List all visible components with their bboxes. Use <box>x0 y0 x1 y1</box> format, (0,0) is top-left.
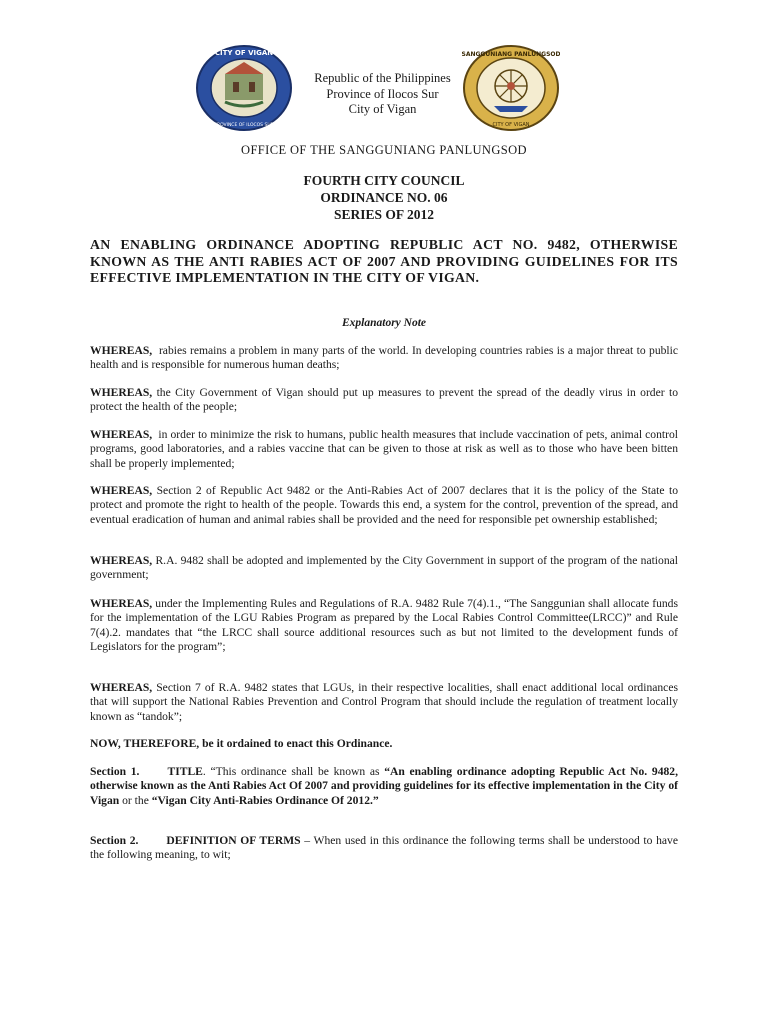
city-of-vigan-seal-icon <box>195 44 293 132</box>
svg-text:PROVINCE OF ILOCOS SUR: PROVINCE OF ILOCOS SUR <box>214 123 274 128</box>
whereas-clause-2 <box>90 386 678 415</box>
whereas-clause-6 <box>90 597 678 655</box>
section-1-title-text: “An enabling ordinance adopting Republic Act No. 9482, otherwise known as the Anti Rabies Act Of 2007 and providing guidelines for its effective implementation in the City of Vigan <box>90 765 678 807</box>
ordinance-title: AN ENABLING ORDINANCE ADOPTING REPUBLIC ACT NO. 9482, OTHERWISE KNOWN AS THE ANTI RABIES ACT OF 2007 AND PROVIDING GUIDELINES FOR ITS EFFECTIVE IMPLEMENTATION IN THE CITY OF VIGAN. <box>90 237 678 285</box>
ordaining-clause: NOW, THEREFORE, be it ordained to enact this Ordinance. <box>90 737 393 750</box>
section-1-heading: TITLE <box>167 765 203 778</box>
whereas-label: WHEREAS, <box>90 681 153 694</box>
whereas-label: WHEREAS, <box>90 484 153 497</box>
whereas-text: R.A. 9482 shall be adopted and implemented by the City Government in support of the program of the national government; <box>90 554 678 582</box>
whereas-clause-7 <box>90 681 678 724</box>
whereas-clause-5 <box>90 554 678 583</box>
ordinance-series: SERIES OF 2012 <box>333 207 435 222</box>
section-1-intro: . “This ordinance shall be known as <box>202 765 385 778</box>
whereas-label: WHEREAS, <box>90 344 153 357</box>
letterhead-line-province: Province of Ilocos Sur <box>326 86 439 101</box>
whereas-label: WHEREAS, <box>90 597 153 610</box>
office-heading: OFFICE OF THE SANGGUNIANG PANLUNGSOD <box>241 143 527 157</box>
whereas-clause-4 <box>90 484 678 527</box>
whereas-label: WHEREAS, <box>90 386 153 399</box>
explanatory-note-heading: Explanatory Note <box>341 317 426 329</box>
whereas-clause-1 <box>90 344 678 373</box>
whereas-text: in order to minimize the risk to humans, public health measures that include vaccination of pets, animal control programs, good laboratories, and a rabies vaccine that can be given to those at risk as well as to those who have been bitten shall be properly implemented; <box>90 428 679 470</box>
section-1 <box>90 765 678 808</box>
section-1-label: Section 1. <box>90 765 140 778</box>
svg-text:SANGGUNIANG PANLUNGSOD: SANGGUNIANG PANLUNGSOD <box>462 51 560 58</box>
whereas-text: the City Government of Vigan should put up measures to prevent the spread of the deadly virus in order to protect the health of the people; <box>90 386 678 414</box>
ordinance-number: ORDINANCE NO. 06 <box>320 190 448 205</box>
svg-text:CITY OF VIGAN: CITY OF VIGAN <box>492 122 530 128</box>
ordinance-header <box>0 172 768 223</box>
letterhead <box>295 71 470 118</box>
section-2-label: Section 2. <box>90 834 139 847</box>
whereas-label: WHEREAS, <box>90 554 153 567</box>
svg-text:CITY OF VIGAN: CITY OF VIGAN <box>214 49 274 57</box>
whereas-clause-3 <box>90 428 678 471</box>
section-1-short-title: “Vigan City Anti-Rabies Ordinance Of 2012.” <box>151 793 379 807</box>
section-2 <box>90 834 678 863</box>
letterhead-line-republic: Republic of the Philippines <box>314 71 451 85</box>
whereas-text: rabies remains a problem in many parts of the world. In developing countries rabies is a major threat to public health and is responsible for numerous human deaths; <box>90 344 679 372</box>
letterhead-line-city: City of Vigan <box>348 102 417 116</box>
section-2-text: – When used in this ordinance the following terms shall be understood to have the following meaning, to wit; <box>90 834 678 862</box>
council-line: FOURTH CITY COUNCIL <box>303 173 465 188</box>
whereas-text: under the Implementing Rules and Regulations of R.A. 9482 Rule 7(4).1., “The Sanggunian shall allocate funds for the implementation of the LGU Rabies Program as prepared by the Local Rabies Control Committee(LRCC)” and Rule 7(4).2. mandates that “the LRCC shall source additional resources such as but not limited to the development funds of Legislators for the program”; <box>90 597 678 654</box>
whereas-text: Section 7 of R.A. 9482 states that LGUs, in their respective localities, shall enact additional local ordinances that will support the National Rabies Prevention and Control Program that should include the regulation of treatment locally known as “tandok”; <box>90 681 678 723</box>
whereas-text: Section 2 of Republic Act 9482 or the Anti-Rabies Act of 2007 declares that it is the policy of the State to protect and promote the right to health of the people. Towards this end, a system for the control, prevention of the spread, and eventual eradication of human and animal rabies shall be provided and the need for responsible pet ownership established; <box>90 484 678 526</box>
section-1-or: or the <box>119 793 152 807</box>
sangguniang-panlungsod-seal-icon <box>462 44 560 132</box>
whereas-label: WHEREAS, <box>90 428 153 441</box>
section-2-heading: DEFINITION OF TERMS <box>166 834 301 847</box>
